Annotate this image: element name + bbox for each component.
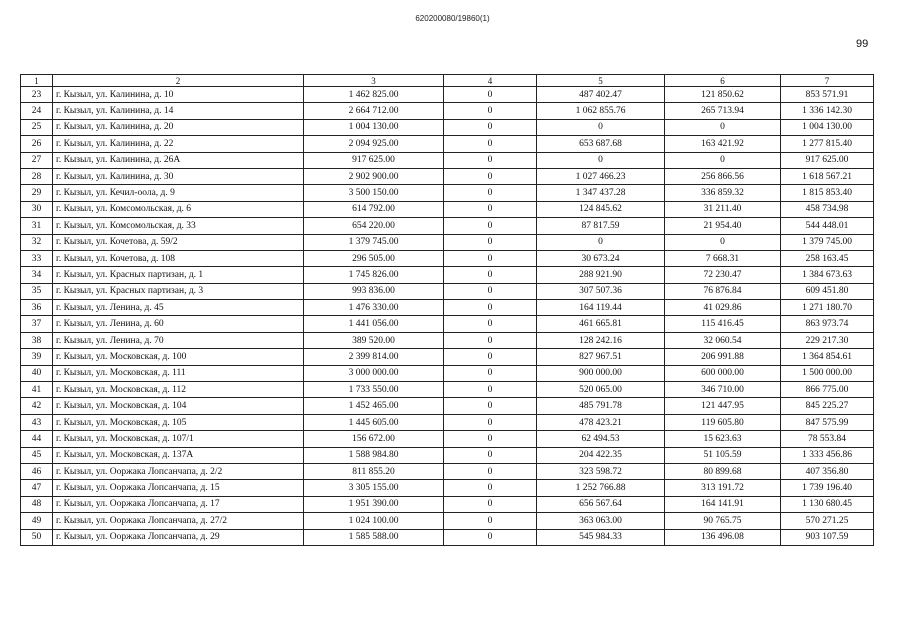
value-cell: 0 (444, 447, 537, 463)
table-row (21, 382, 874, 398)
table-row (21, 168, 874, 184)
row-number-cell: 42 (21, 398, 53, 414)
value-cell: 124 845.62 (537, 201, 665, 217)
value-cell: 863 973.74 (781, 316, 874, 332)
value-cell: 1 588 984.80 (304, 447, 444, 463)
column-header: 1 (21, 75, 53, 87)
value-cell: 0 (444, 152, 537, 168)
value-cell: 811 855.20 (304, 463, 444, 479)
value-cell: 76 876.84 (665, 283, 781, 299)
address-cell: г. Кызыл, ул. Московская, д. 112 (53, 382, 304, 398)
value-cell: 363 063.00 (537, 513, 665, 529)
row-number-cell: 40 (21, 365, 53, 381)
document-id: 620200080/19860(1) (415, 14, 490, 23)
row-number-cell: 26 (21, 136, 53, 152)
table-row (21, 201, 874, 217)
value-cell: 0 (444, 201, 537, 217)
row-number-cell: 34 (21, 267, 53, 283)
value-cell: 0 (444, 332, 537, 348)
value-cell: 229 217.30 (781, 332, 874, 348)
value-cell: 1 277 815.40 (781, 136, 874, 152)
value-cell: 1 333 456.86 (781, 447, 874, 463)
value-cell: 0 (444, 529, 537, 545)
value-cell: 32 060.54 (665, 332, 781, 348)
value-cell: 1 379 745.00 (304, 234, 444, 250)
value-cell: 62 494.53 (537, 431, 665, 447)
value-cell: 0 (444, 316, 537, 332)
value-cell: 0 (444, 218, 537, 234)
value-cell: 1 441 056.00 (304, 316, 444, 332)
value-cell: 80 899.68 (665, 463, 781, 479)
table-row (21, 185, 874, 201)
value-cell: 115 416.45 (665, 316, 781, 332)
row-number-cell: 28 (21, 168, 53, 184)
value-cell: 609 451.80 (781, 283, 874, 299)
address-cell: г. Кызыл, ул. Калинина, д. 26А (53, 152, 304, 168)
value-cell: 570 271.25 (781, 513, 874, 529)
row-number-cell: 38 (21, 332, 53, 348)
table-row (21, 152, 874, 168)
table-row (21, 250, 874, 266)
value-cell: 1 462 825.00 (304, 87, 444, 103)
value-cell: 1 733 550.00 (304, 382, 444, 398)
value-cell: 0 (665, 152, 781, 168)
column-header: 6 (665, 75, 781, 87)
value-cell: 0 (537, 234, 665, 250)
value-cell: 87 817.59 (537, 218, 665, 234)
value-cell: 0 (444, 480, 537, 496)
value-cell: 0 (444, 513, 537, 529)
value-cell: 1 347 437.28 (537, 185, 665, 201)
value-cell: 520 065.00 (537, 382, 665, 398)
value-cell: 614 792.00 (304, 201, 444, 217)
value-cell: 853 571.91 (781, 87, 874, 103)
row-number-cell: 31 (21, 218, 53, 234)
value-cell: 346 710.00 (665, 382, 781, 398)
value-cell: 903 107.59 (781, 529, 874, 545)
address-cell: г. Кызыл, ул. Ленина, д. 70 (53, 332, 304, 348)
value-cell: 1 062 855.76 (537, 103, 665, 119)
table-row (21, 87, 874, 103)
value-cell: 163 421.92 (665, 136, 781, 152)
address-cell: г. Кызыл, ул. Калинина, д. 14 (53, 103, 304, 119)
value-cell: 0 (444, 349, 537, 365)
value-cell: 51 105.59 (665, 447, 781, 463)
address-cell: г. Кызыл, ул. Кочетова, д. 108 (53, 250, 304, 266)
table-header-row (21, 75, 874, 87)
value-cell: 0 (444, 119, 537, 135)
address-cell: г. Кызыл, ул. Калинина, д. 30 (53, 168, 304, 184)
value-cell: 0 (537, 119, 665, 135)
table-row (21, 365, 874, 381)
value-cell: 1 618 567.21 (781, 168, 874, 184)
table-row (21, 218, 874, 234)
value-cell: 0 (444, 300, 537, 316)
address-cell: г. Кызыл, ул. Красных партизан, д. 1 (53, 267, 304, 283)
value-cell: 204 422.35 (537, 447, 665, 463)
value-cell: 845 225.27 (781, 398, 874, 414)
value-cell: 1 452 465.00 (304, 398, 444, 414)
row-number-cell: 23 (21, 87, 53, 103)
table-row (21, 103, 874, 119)
table-row (21, 513, 874, 529)
value-cell: 1 476 330.00 (304, 300, 444, 316)
value-cell: 1 585 588.00 (304, 529, 444, 545)
address-cell: г. Кызыл, ул. Ооржака Лопсанчапа, д. 2/2 (53, 463, 304, 479)
value-cell: 827 967.51 (537, 349, 665, 365)
value-cell: 1 500 000.00 (781, 365, 874, 381)
value-cell: 72 230.47 (665, 267, 781, 283)
value-cell: 0 (444, 87, 537, 103)
value-cell: 487 402.47 (537, 87, 665, 103)
value-cell: 1 336 142.30 (781, 103, 874, 119)
value-cell: 0 (444, 267, 537, 283)
value-cell: 164 119.44 (537, 300, 665, 316)
value-cell: 544 448.01 (781, 218, 874, 234)
row-number-cell: 37 (21, 316, 53, 332)
address-cell: г. Кызыл, ул. Калинина, д. 10 (53, 87, 304, 103)
value-cell: 0 (444, 365, 537, 381)
address-cell: г. Кызыл, ул. Ооржака Лопсанчапа, д. 29 (53, 529, 304, 545)
table-row (21, 267, 874, 283)
table-row (21, 496, 874, 512)
value-cell: 296 505.00 (304, 250, 444, 266)
value-cell: 0 (444, 250, 537, 266)
value-cell: 478 423.21 (537, 414, 665, 430)
value-cell: 1 130 680.45 (781, 496, 874, 512)
value-cell: 1 364 854.61 (781, 349, 874, 365)
value-cell: 2 094 925.00 (304, 136, 444, 152)
data-table (20, 74, 874, 546)
value-cell: 323 598.72 (537, 463, 665, 479)
value-cell: 119 605.80 (665, 414, 781, 430)
row-number-cell: 44 (21, 431, 53, 447)
value-cell: 0 (665, 234, 781, 250)
value-cell: 265 713.94 (665, 103, 781, 119)
address-cell: г. Кызыл, ул. Московская, д. 104 (53, 398, 304, 414)
value-cell: 0 (444, 382, 537, 398)
address-cell: г. Кызыл, ул. Московская, д. 137А (53, 447, 304, 463)
row-number-cell: 49 (21, 513, 53, 529)
value-cell: 1 004 130.00 (304, 119, 444, 135)
value-cell: 121 447.95 (665, 398, 781, 414)
value-cell: 1 445 605.00 (304, 414, 444, 430)
value-cell: 0 (444, 234, 537, 250)
column-header: 7 (781, 75, 874, 87)
value-cell: 2 399 814.00 (304, 349, 444, 365)
value-cell: 1 271 180.70 (781, 300, 874, 316)
table-row (21, 136, 874, 152)
table-row (21, 316, 874, 332)
table-row (21, 480, 874, 496)
value-cell: 1 379 745.00 (781, 234, 874, 250)
value-cell: 1 739 196.40 (781, 480, 874, 496)
value-cell: 0 (444, 283, 537, 299)
value-cell: 0 (537, 152, 665, 168)
value-cell: 653 687.68 (537, 136, 665, 152)
page-number: 99 (856, 38, 869, 50)
value-cell: 7 668.31 (665, 250, 781, 266)
address-cell: г. Кызыл, ул. Ленина, д. 45 (53, 300, 304, 316)
value-cell: 917 625.00 (304, 152, 444, 168)
value-cell: 3 305 155.00 (304, 480, 444, 496)
table-row (21, 529, 874, 545)
value-cell: 78 553.84 (781, 431, 874, 447)
value-cell: 3 500 150.00 (304, 185, 444, 201)
value-cell: 1 004 130.00 (781, 119, 874, 135)
value-cell: 0 (444, 414, 537, 430)
row-number-cell: 50 (21, 529, 53, 545)
value-cell: 121 850.62 (665, 87, 781, 103)
address-cell: г. Кызыл, ул. Кечил-оола, д. 9 (53, 185, 304, 201)
address-cell: г. Кызыл, ул. Красных партизан, д. 3 (53, 283, 304, 299)
value-cell: 0 (444, 168, 537, 184)
table-row (21, 332, 874, 348)
value-cell: 90 765.75 (665, 513, 781, 529)
address-cell: г. Кызыл, ул. Ооржака Лопсанчапа, д. 27/2 (53, 513, 304, 529)
row-number-cell: 41 (21, 382, 53, 398)
address-cell: г. Кызыл, ул. Комсомольская, д. 33 (53, 218, 304, 234)
value-cell: 15 623.63 (665, 431, 781, 447)
address-cell: г. Кызыл, ул. Комсомольская, д. 6 (53, 201, 304, 217)
row-number-cell: 24 (21, 103, 53, 119)
value-cell: 1 384 673.63 (781, 267, 874, 283)
address-cell: г. Кызыл, ул. Ооржака Лопсанчапа, д. 17 (53, 496, 304, 512)
value-cell: 485 791.78 (537, 398, 665, 414)
row-number-cell: 27 (21, 152, 53, 168)
column-header: 5 (537, 75, 665, 87)
value-cell: 288 921.90 (537, 267, 665, 283)
value-cell: 31 211.40 (665, 201, 781, 217)
value-cell: 917 625.00 (781, 152, 874, 168)
table-row (21, 447, 874, 463)
address-cell: г. Кызыл, ул. Кочетова, д. 59/2 (53, 234, 304, 250)
value-cell: 0 (444, 431, 537, 447)
value-cell: 0 (444, 463, 537, 479)
address-cell: г. Кызыл, ул. Московская, д. 105 (53, 414, 304, 430)
table-row (21, 398, 874, 414)
column-header: 4 (444, 75, 537, 87)
row-number-cell: 43 (21, 414, 53, 430)
value-cell: 2 664 712.00 (304, 103, 444, 119)
value-cell: 600 000.00 (665, 365, 781, 381)
value-cell: 1 252 766.88 (537, 480, 665, 496)
value-cell: 3 000 000.00 (304, 365, 444, 381)
value-cell: 336 859.32 (665, 185, 781, 201)
row-number-cell: 30 (21, 201, 53, 217)
value-cell: 900 000.00 (537, 365, 665, 381)
row-number-cell: 36 (21, 300, 53, 316)
value-cell: 0 (444, 398, 537, 414)
row-number-cell: 48 (21, 496, 53, 512)
table-row (21, 300, 874, 316)
value-cell: 1 745 826.00 (304, 267, 444, 283)
value-cell: 21 954.40 (665, 218, 781, 234)
value-cell: 461 665.81 (537, 316, 665, 332)
table-body (21, 87, 874, 546)
value-cell: 2 902 900.00 (304, 168, 444, 184)
column-header: 2 (53, 75, 304, 87)
row-number-cell: 35 (21, 283, 53, 299)
row-number-cell: 25 (21, 119, 53, 135)
value-cell: 1 024 100.00 (304, 513, 444, 529)
address-cell: г. Кызыл, ул. Калинина, д. 22 (53, 136, 304, 152)
value-cell: 866 775.00 (781, 382, 874, 398)
address-cell: г. Кызыл, ул. Московская, д. 107/1 (53, 431, 304, 447)
table-row (21, 283, 874, 299)
row-number-cell: 47 (21, 480, 53, 496)
value-cell: 1 815 853.40 (781, 185, 874, 201)
value-cell: 258 163.45 (781, 250, 874, 266)
row-number-cell: 45 (21, 447, 53, 463)
value-cell: 407 356.80 (781, 463, 874, 479)
value-cell: 0 (444, 185, 537, 201)
value-cell: 0 (444, 103, 537, 119)
value-cell: 128 242.16 (537, 332, 665, 348)
value-cell: 0 (665, 119, 781, 135)
column-header: 3 (304, 75, 444, 87)
value-cell: 41 029.86 (665, 300, 781, 316)
row-number-cell: 39 (21, 349, 53, 365)
value-cell: 313 191.72 (665, 480, 781, 496)
value-cell: 654 220.00 (304, 218, 444, 234)
table-row (21, 431, 874, 447)
table-row (21, 463, 874, 479)
address-cell: г. Кызыл, ул. Калинина, д. 20 (53, 119, 304, 135)
row-number-cell: 46 (21, 463, 53, 479)
value-cell: 307 507.36 (537, 283, 665, 299)
address-cell: г. Кызыл, ул. Ооржака Лопсанчапа, д. 15 (53, 480, 304, 496)
value-cell: 993 836.00 (304, 283, 444, 299)
value-cell: 389 520.00 (304, 332, 444, 348)
table-row (21, 414, 874, 430)
row-number-cell: 33 (21, 250, 53, 266)
value-cell: 136 496.08 (665, 529, 781, 545)
table-row (21, 234, 874, 250)
value-cell: 1 951 390.00 (304, 496, 444, 512)
value-cell: 256 866.56 (665, 168, 781, 184)
address-cell: г. Кызыл, ул. Ленина, д. 60 (53, 316, 304, 332)
value-cell: 656 567.64 (537, 496, 665, 512)
value-cell: 1 027 466.23 (537, 168, 665, 184)
value-cell: 30 673.24 (537, 250, 665, 266)
value-cell: 156 672.00 (304, 431, 444, 447)
table-row (21, 119, 874, 135)
value-cell: 0 (444, 136, 537, 152)
value-cell: 458 734.98 (781, 201, 874, 217)
value-cell: 206 991.88 (665, 349, 781, 365)
row-number-cell: 29 (21, 185, 53, 201)
value-cell: 0 (444, 496, 537, 512)
address-cell: г. Кызыл, ул. Московская, д. 111 (53, 365, 304, 381)
row-number-cell: 32 (21, 234, 53, 250)
value-cell: 545 984.33 (537, 529, 665, 545)
value-cell: 847 575.99 (781, 414, 874, 430)
address-cell: г. Кызыл, ул. Московская, д. 100 (53, 349, 304, 365)
value-cell: 164 141.91 (665, 496, 781, 512)
table-row (21, 349, 874, 365)
